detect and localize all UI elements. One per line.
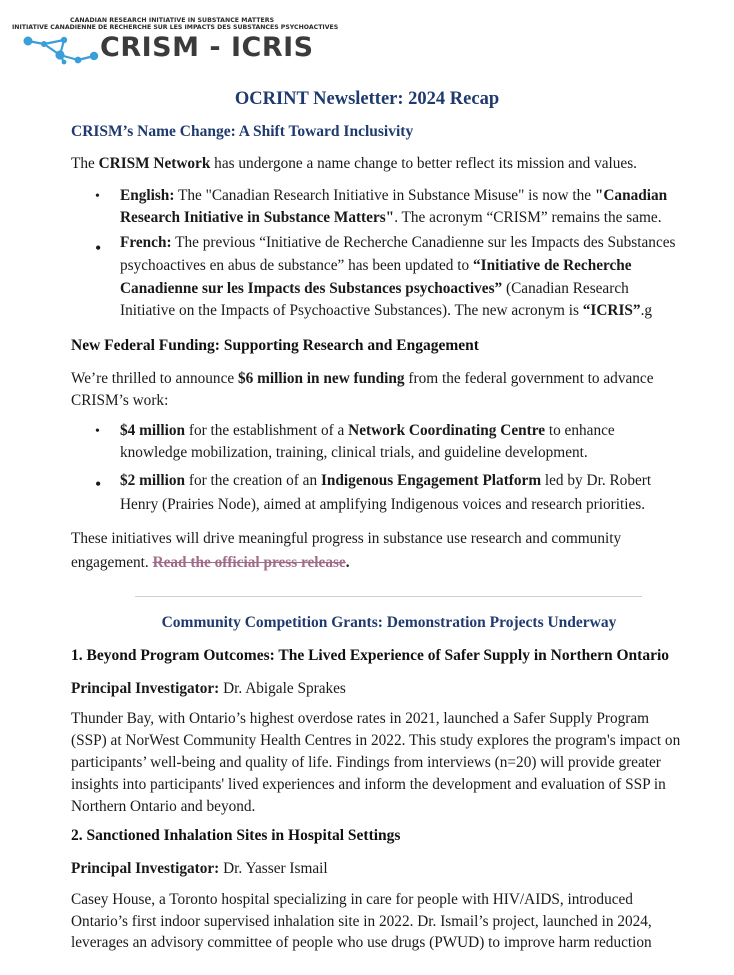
logo-wordmark: CRISM - ICRIS — [100, 32, 314, 63]
french-name-bullet: French: The previous “Initiative de Recherche Canadienne sur les Impacts des Substances psychoactives en abus de substance” has been updated to “Initiative de Recherche Canadienne sur les Impacts des Substances psychoactives” (Canadian Research Initiative on the Impacts of Psychoactive Substances). The new acronym is “ICRIS”.g — [120, 234, 676, 319]
name-change-heading: CRISM’s Name Change: A Shift Toward Inclusivity — [71, 123, 414, 140]
funding-closing: These initiatives will drive meaningful progress in substance use research and community engagement. Read the official press release. — [71, 530, 622, 571]
project-2-description: Casey House, a Toronto hospital specializing in care for people with HIV/AIDS, introduced Ontario’s first indoor supervised inhalation site in 2022. Dr. Ismail’s project, launched in 2024, leverages an advisory committee of people who use drugs (PWUD) to improve harm reduction — [71, 891, 652, 951]
project-1-description: Thunder Bay, with Ontario’s highest overdose rates in 2021, launched a Safer Supply Program (SSP) at NorWest Community Health Centres in 2022. This study explores the program's impact on participants’ well-being and quality of life. Findings from interviews (n=20) will provide greater insights into participants' lived experiences and inform the development and evaluation of SSP in Northern Ontario and beyond. — [71, 710, 681, 815]
funding-bullet-indigenous-platform: $2 million for the creation of an Indigenous Engagement Platform led by Dr. Robert Henry (Prairies Node), aimed at amplifying Indigenous voices and research priorities. — [120, 472, 652, 513]
project-1-title: 1. Beyond Program Outcomes: The Lived Experience of Safer Supply in Northern Ontario — [71, 647, 670, 664]
press-release-link[interactable]: Read the official press release — [152, 554, 346, 571]
bullet-marker: • — [95, 424, 100, 439]
logo-tagline-english: CANADIAN RESEARCH INITIATIVE IN SUBSTANCE MATTERS — [70, 17, 275, 24]
section-divider — [135, 596, 642, 597]
crism-icris-logo — [12, 17, 339, 65]
grants-heading: Community Competition Grants: Demonstration Projects Underway — [161, 614, 617, 631]
bullet-marker: • — [95, 238, 102, 258]
project-2-investigator: Principal Investigator: Dr. Yasser Ismail — [71, 860, 328, 877]
project-1-investigator: Principal Investigator: Dr. Abigale Sprakes — [71, 680, 346, 697]
name-change-intro: The CRISM Network has undergone a name change to better reflect its mission and values. — [71, 155, 637, 172]
project-2-title: 2. Sanctioned Inhalation Sites in Hospital Settings — [71, 827, 401, 844]
funding-bullet-coordinating-centre: $4 million for the establishment of a Network Coordinating Centre to enhance knowledge mobilization, training, clinical trials, and guideline development. — [120, 422, 615, 461]
newsletter-title: OCRINT Newsletter: 2024 Recap — [234, 89, 500, 109]
logo-tagline-french: INITIATIVE CANADIENNE DE RECHERCHE SUR LES IMPACTS DES SUBSTANCES PSYCHOACTIVES — [12, 24, 339, 31]
funding-intro: We’re thrilled to announce $6 million in new funding from the federal government to advance CRISM’s work: — [71, 370, 654, 409]
english-name-bullet: English: The "Canadian Research Initiative in Substance Misuse" is now the "Canadian Research Initiative in Substance Matters". The acronym “CRISM” remains the same. — [120, 187, 668, 226]
network-nodes-icon — [22, 31, 102, 65]
bullet-marker: • — [95, 474, 102, 494]
funding-heading: New Federal Funding: Supporting Research and Engagement — [71, 337, 479, 354]
bullet-marker: • — [95, 189, 100, 204]
